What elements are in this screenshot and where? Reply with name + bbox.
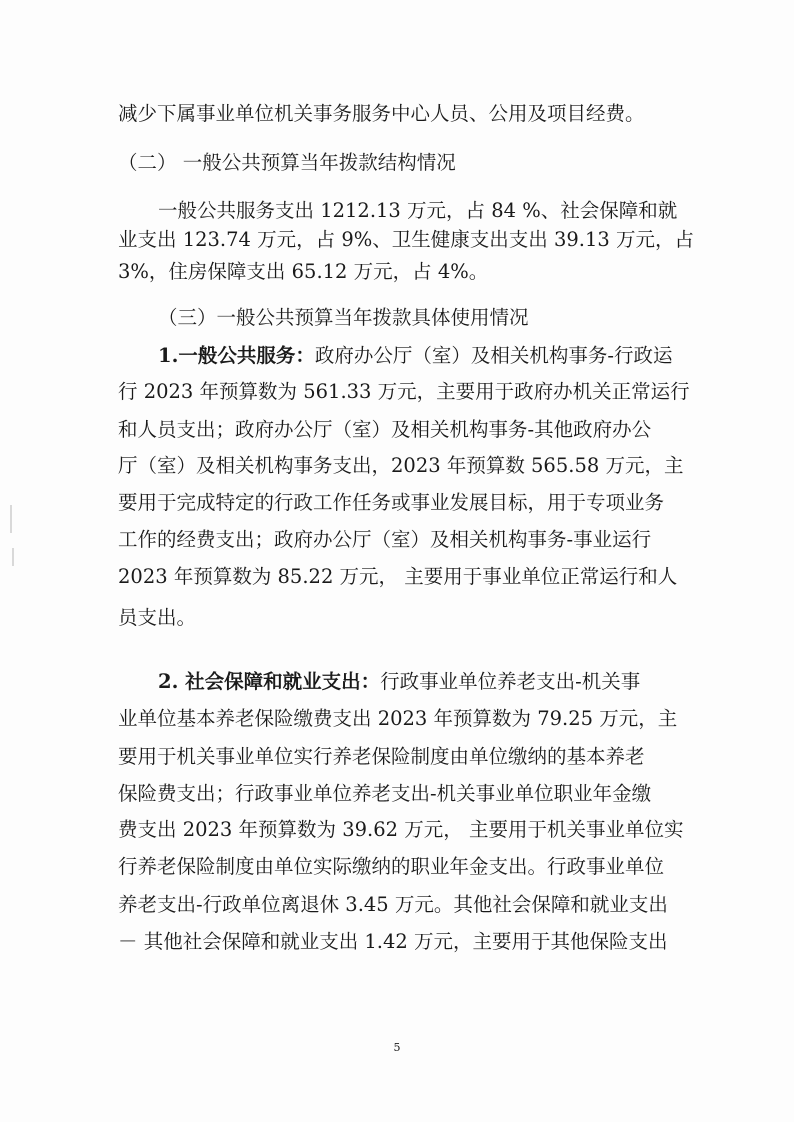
item2-line-2: 业单位基本养老保险缴费支出 2023 年预算数为 79.25 万元，主 bbox=[118, 707, 678, 730]
item2-line-8: － 其他社会保障和就业支出 1.42 万元，主要用于其他保险支出 bbox=[118, 930, 668, 953]
section-heading-3: （三）一般公共预算当年拨款具体使用情况 bbox=[158, 306, 529, 329]
item1-line-1: 1.一般公共服务：政府办公厅（室）及相关机构事务-行政运 bbox=[158, 344, 673, 367]
item1-line-5: 要用于完成特定的行政工作任务或事业发展目标，用于专项业务 bbox=[118, 491, 665, 514]
item1-line-3: 和人员支出；政府办公厅（室）及相关机构事务-其他政府办公 bbox=[118, 418, 652, 441]
scan-mark bbox=[12, 548, 14, 566]
item1-line-6: 工作的经费支出；政府办公厅（室）及相关机构事务-事业运行 bbox=[118, 528, 652, 551]
structure-line-3: 3%，住房保障支出 65.12 万元，占 4%。 bbox=[118, 260, 489, 283]
item1-line-7: 2023 年预算数为 85.22 万元， 主要用于事业单位正常运行和人 bbox=[118, 565, 678, 588]
item2-line-3: 要用于机关事业单位实行养老保险制度由单位缴纳的基本养老 bbox=[118, 745, 645, 768]
item1-line-4: 厅（室）及相关机构事务支出，2023 年预算数 565.58 万元，主 bbox=[118, 454, 684, 477]
structure-line-2: 业支出 123.74 万元，占 9%、卫生健康支出支出 39.13 万元，占 bbox=[118, 228, 694, 251]
item2-line-5: 费支出 2023 年预算数为 39.62 万元， 主要用于机关事业单位实 bbox=[118, 818, 684, 841]
item1-line-8: 员支出。 bbox=[118, 606, 197, 629]
item1-line-2: 行 2023 年预算数为 561.33 万元，主要用于政府办机关正常运行 bbox=[118, 380, 690, 403]
structure-line-1: 一般公共服务支出 1212.13 万元，占 84 %、社会保障和就 bbox=[158, 199, 678, 222]
item1-title: 1.一般公共服务： bbox=[158, 344, 315, 367]
page-number: 5 bbox=[393, 1041, 401, 1054]
item2-title: 2. 社会保障和就业支出： bbox=[158, 670, 381, 693]
item2-line-7: 养老支出-行政单位离退休 3.45 万元。其他社会保障和就业支出 bbox=[118, 893, 668, 916]
item2-line-1: 2. 社会保障和就业支出：行政事业单位养老支出-机关事 bbox=[158, 670, 641, 693]
scan-mark bbox=[10, 505, 12, 533]
paragraph-continuation: 减少下属事业单位机关事务服务中心人员、公用及项目经费。 bbox=[118, 102, 645, 125]
section-heading-2: （二） 一般公共预算当年拨款结构情况 bbox=[118, 151, 456, 174]
item2-line-6: 行养老保险制度由单位实际缴纳的职业年金支出。行政事业单位 bbox=[118, 855, 665, 878]
item2-line-4: 保险费支出；行政事业单位养老支出-机关事业单位职业年金缴 bbox=[118, 782, 652, 805]
